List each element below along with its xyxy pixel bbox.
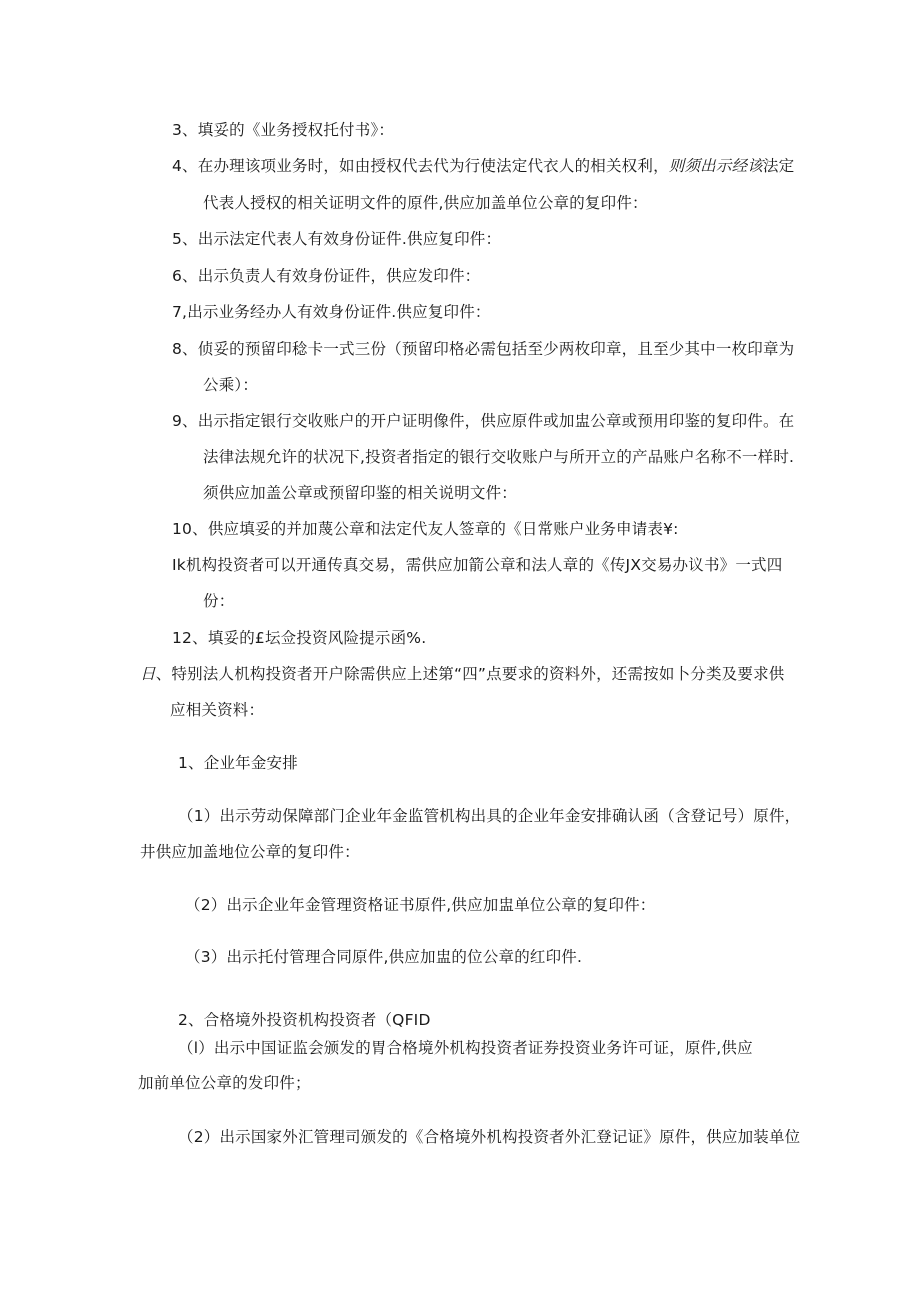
item-8-line-2: 公乘）： (203, 376, 259, 394)
subsection-2-item-1-line-2: 加前单位公章的发印件； (138, 1074, 311, 1092)
item-12: 12、填妥的£坛佥投资风险提示函%. (172, 629, 427, 647)
item-4-line-2: 代表人授权的相关证明文件的原件,供应加盖单位公章的复印件： (203, 194, 648, 212)
subsection-1-item-1-line-1: （1）出示劳动保障部门企业年金监管机构出具的企业年金安排确认函（含登记号）原件， (178, 807, 801, 825)
item-9-line-2: 法律法规允许的状况下,投资者指定的银行交收账户与所开立的产品账户名称不一样时. (203, 448, 795, 466)
section-5-line-1 (140, 664, 784, 684)
item-7: 7,出示业务经办人有效身份证件.供应复印件： (172, 303, 491, 321)
subsection-2-heading: 2、合格境外投资机构投资者（QFID (178, 1011, 431, 1029)
section-5-number: 日 (140, 665, 156, 683)
item-11-line-2: 份： (203, 592, 235, 610)
item-3: 3、填妥的《业务授权托付书》： (172, 121, 395, 139)
item-4-text-end: 法定 (762, 157, 795, 175)
item-9-line-1: 9、出示指定银行交收账户的开户证明像件，供应原件或加盅公章或预用印鉴的复印件。在 (172, 412, 795, 430)
item-10: 10、供应填妥的并加蔑公章和法定代友人签章的《日常账户业务申请表¥: (172, 520, 679, 538)
subsection-1-heading: 1、企业年金安排 (178, 754, 298, 772)
subsection-1-item-3: （3）出示托付管理合同原件,供应加盅的位公章的红印件. (185, 948, 583, 966)
item-9-line-3: 须供应加盖公章或预留印鉴的相关说明文件： (203, 484, 518, 502)
item-6: 6、出示负责人有效身份证件，供应发印件： (172, 267, 481, 285)
subsection-1-item-2: （2）出示企业年金管理资格证书原件,供应加盅单位公章的复印件： (185, 896, 656, 914)
subsection-2-item-2: （2）出示国家外汇管理司颁发的《合格境外机构投资者外汇登记证》原件，供应加装单位 (178, 1128, 801, 1146)
item-4-line-1 (172, 156, 794, 176)
item-4-italic-text: 则须出示经该 (668, 157, 763, 175)
item-5: 5、出示法定代表人有效身份证件.供应复印件： (172, 230, 502, 248)
section-5-text: 、特别法人机构投资者开户除需供应上述第“四”点要求的资料外，还需按如卜分类及要求供 (155, 665, 785, 683)
subsection-2-item-1-line-1: （l）出示中国证监会颁发的胃合格境外机构投资者证券投资业务许可证，原件,供应 (178, 1039, 753, 1057)
section-5-line-2: 应相关资料： (170, 701, 265, 719)
item-4-text: 4、在办理该项业务时，如由授权代去代为行使法定代衣人的相关权利， (172, 157, 669, 175)
subsection-1-item-1-line-2: 井供应加盖地位公章的复印件： (140, 843, 360, 861)
item-8-line-1: 8、侦妥的预留印稔卡一式三份（预留印格必需包括至少两枚印章，且至少其中一枚印章为 (172, 340, 795, 358)
item-11-line-1: Ik机构投资者可以开通传真交易，需供应加箭公章和法人章的《传JX交易办议书》一式四 (172, 556, 783, 574)
